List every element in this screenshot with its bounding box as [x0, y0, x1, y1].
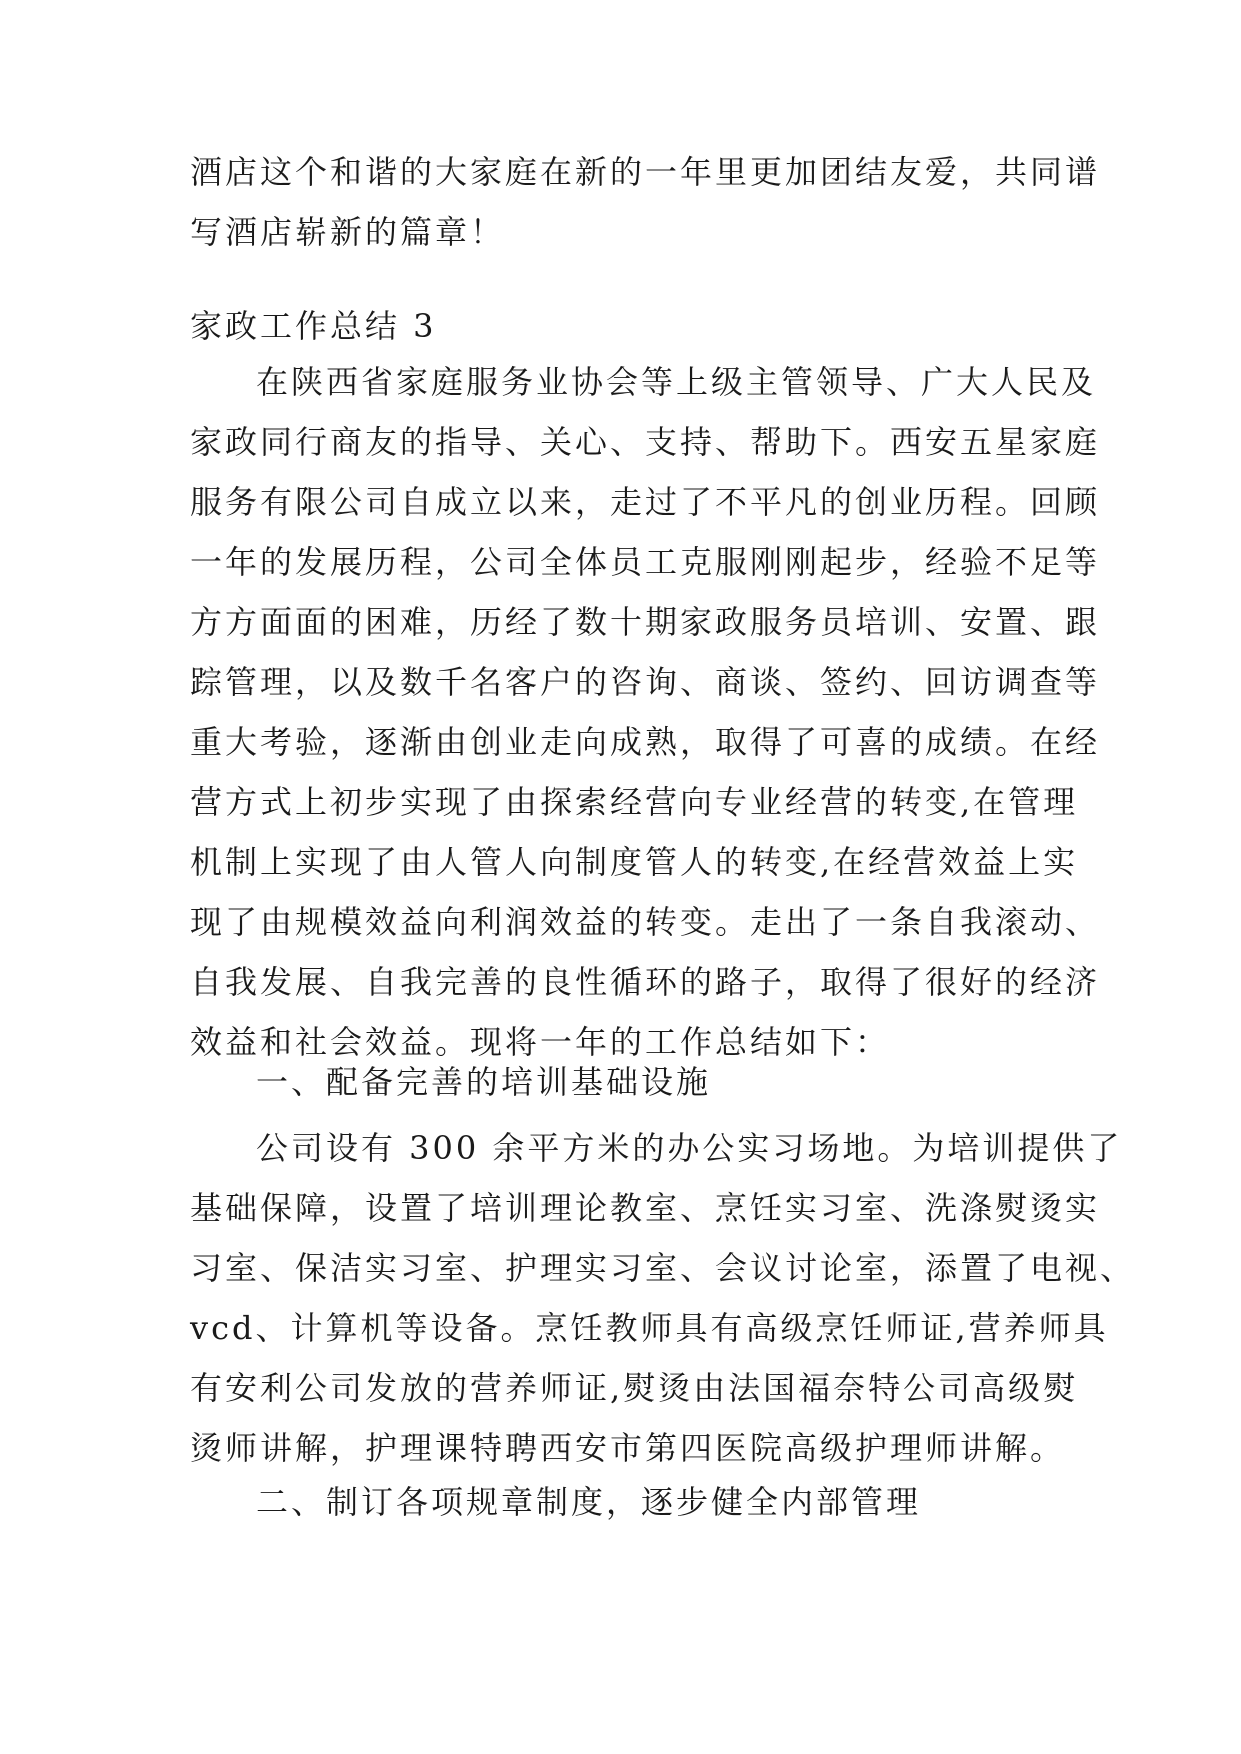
paragraph-continued [190, 142, 1101, 262]
text-line: 效益和社会效益。现将一年的工作总结如下： [190, 1023, 891, 1061]
text-line: vcd、计算机等设备。烹饪教师具有高级烹饪师证,营养师具 [190, 1309, 1109, 1347]
heading-line: 一、配备完善的培训基础设施 [256, 1063, 712, 1101]
text-line: 重大考验，逐渐由创业走向成熟，取得了可喜的成绩。在经 [190, 723, 1101, 761]
text-line: 酒店这个和谐的大家庭在新的一年里更加团结友爱，共同谱 [190, 153, 1101, 191]
text-line: 自我发展、自我完善的良性循环的路子，取得了很好的经济 [190, 963, 1101, 1001]
subheading-two [190, 1472, 1050, 1532]
heading-line: 二、制订各项规章制度，逐步健全内部管理 [256, 1483, 922, 1521]
text-line: 有安利公司发放的营养师证,熨烫由法国福奈特公司高级熨 [190, 1369, 1079, 1407]
text-line: 在陕西省家庭服务业协会等上级主管领导、广大人民及 [256, 363, 1097, 401]
text-line: 服务有限公司自成立以来，走过了不平凡的创业历程。回顾 [190, 483, 1101, 521]
text-line: 基础保障，设置了培训理论教室、烹饪实习室、洗涤熨烫实 [190, 1189, 1101, 1227]
text-line: 一年的发展历程，公司全体员工克服刚刚起步，经验不足等 [190, 543, 1101, 581]
text-line: 踪管理，以及数千名客户的咨询、商谈、签约、回访调查等 [190, 663, 1101, 701]
heading-line: 家政工作总结 3 [190, 307, 437, 345]
text-line: 写酒店崭新的篇章！ [190, 213, 506, 251]
subheading-one [190, 1052, 1050, 1112]
text-line: 习室、保洁实习室、护理实习室、会议讨论室，添置了电视、 [190, 1249, 1136, 1287]
paragraph-facilities [190, 1118, 1136, 1478]
text-line: 营方式上初步实现了由探索经营向专业经营的转变,在管理 [190, 783, 1079, 821]
text-line: 现了由规模效益向利润效益的转变。走出了一条自我滚动、 [190, 903, 1101, 941]
paragraph-intro [190, 352, 1101, 1072]
text-line: 方方面面的困难，历经了数十期家政服务员培训、安置、跟 [190, 603, 1101, 641]
text-line: 机制上实现了由人管人向制度管人的转变,在经营效益上实 [190, 843, 1079, 881]
section-title [190, 296, 1050, 356]
text-line: 烫师讲解，护理课特聘西安市第四医院高级护理师讲解。 [190, 1429, 1066, 1467]
text-line: 家政同行商友的指导、关心、支持、帮助下。西安五星家庭 [190, 423, 1101, 461]
text-line: 公司设有 300 余平方米的办公实习场地。为培训提供了 [256, 1129, 1123, 1167]
